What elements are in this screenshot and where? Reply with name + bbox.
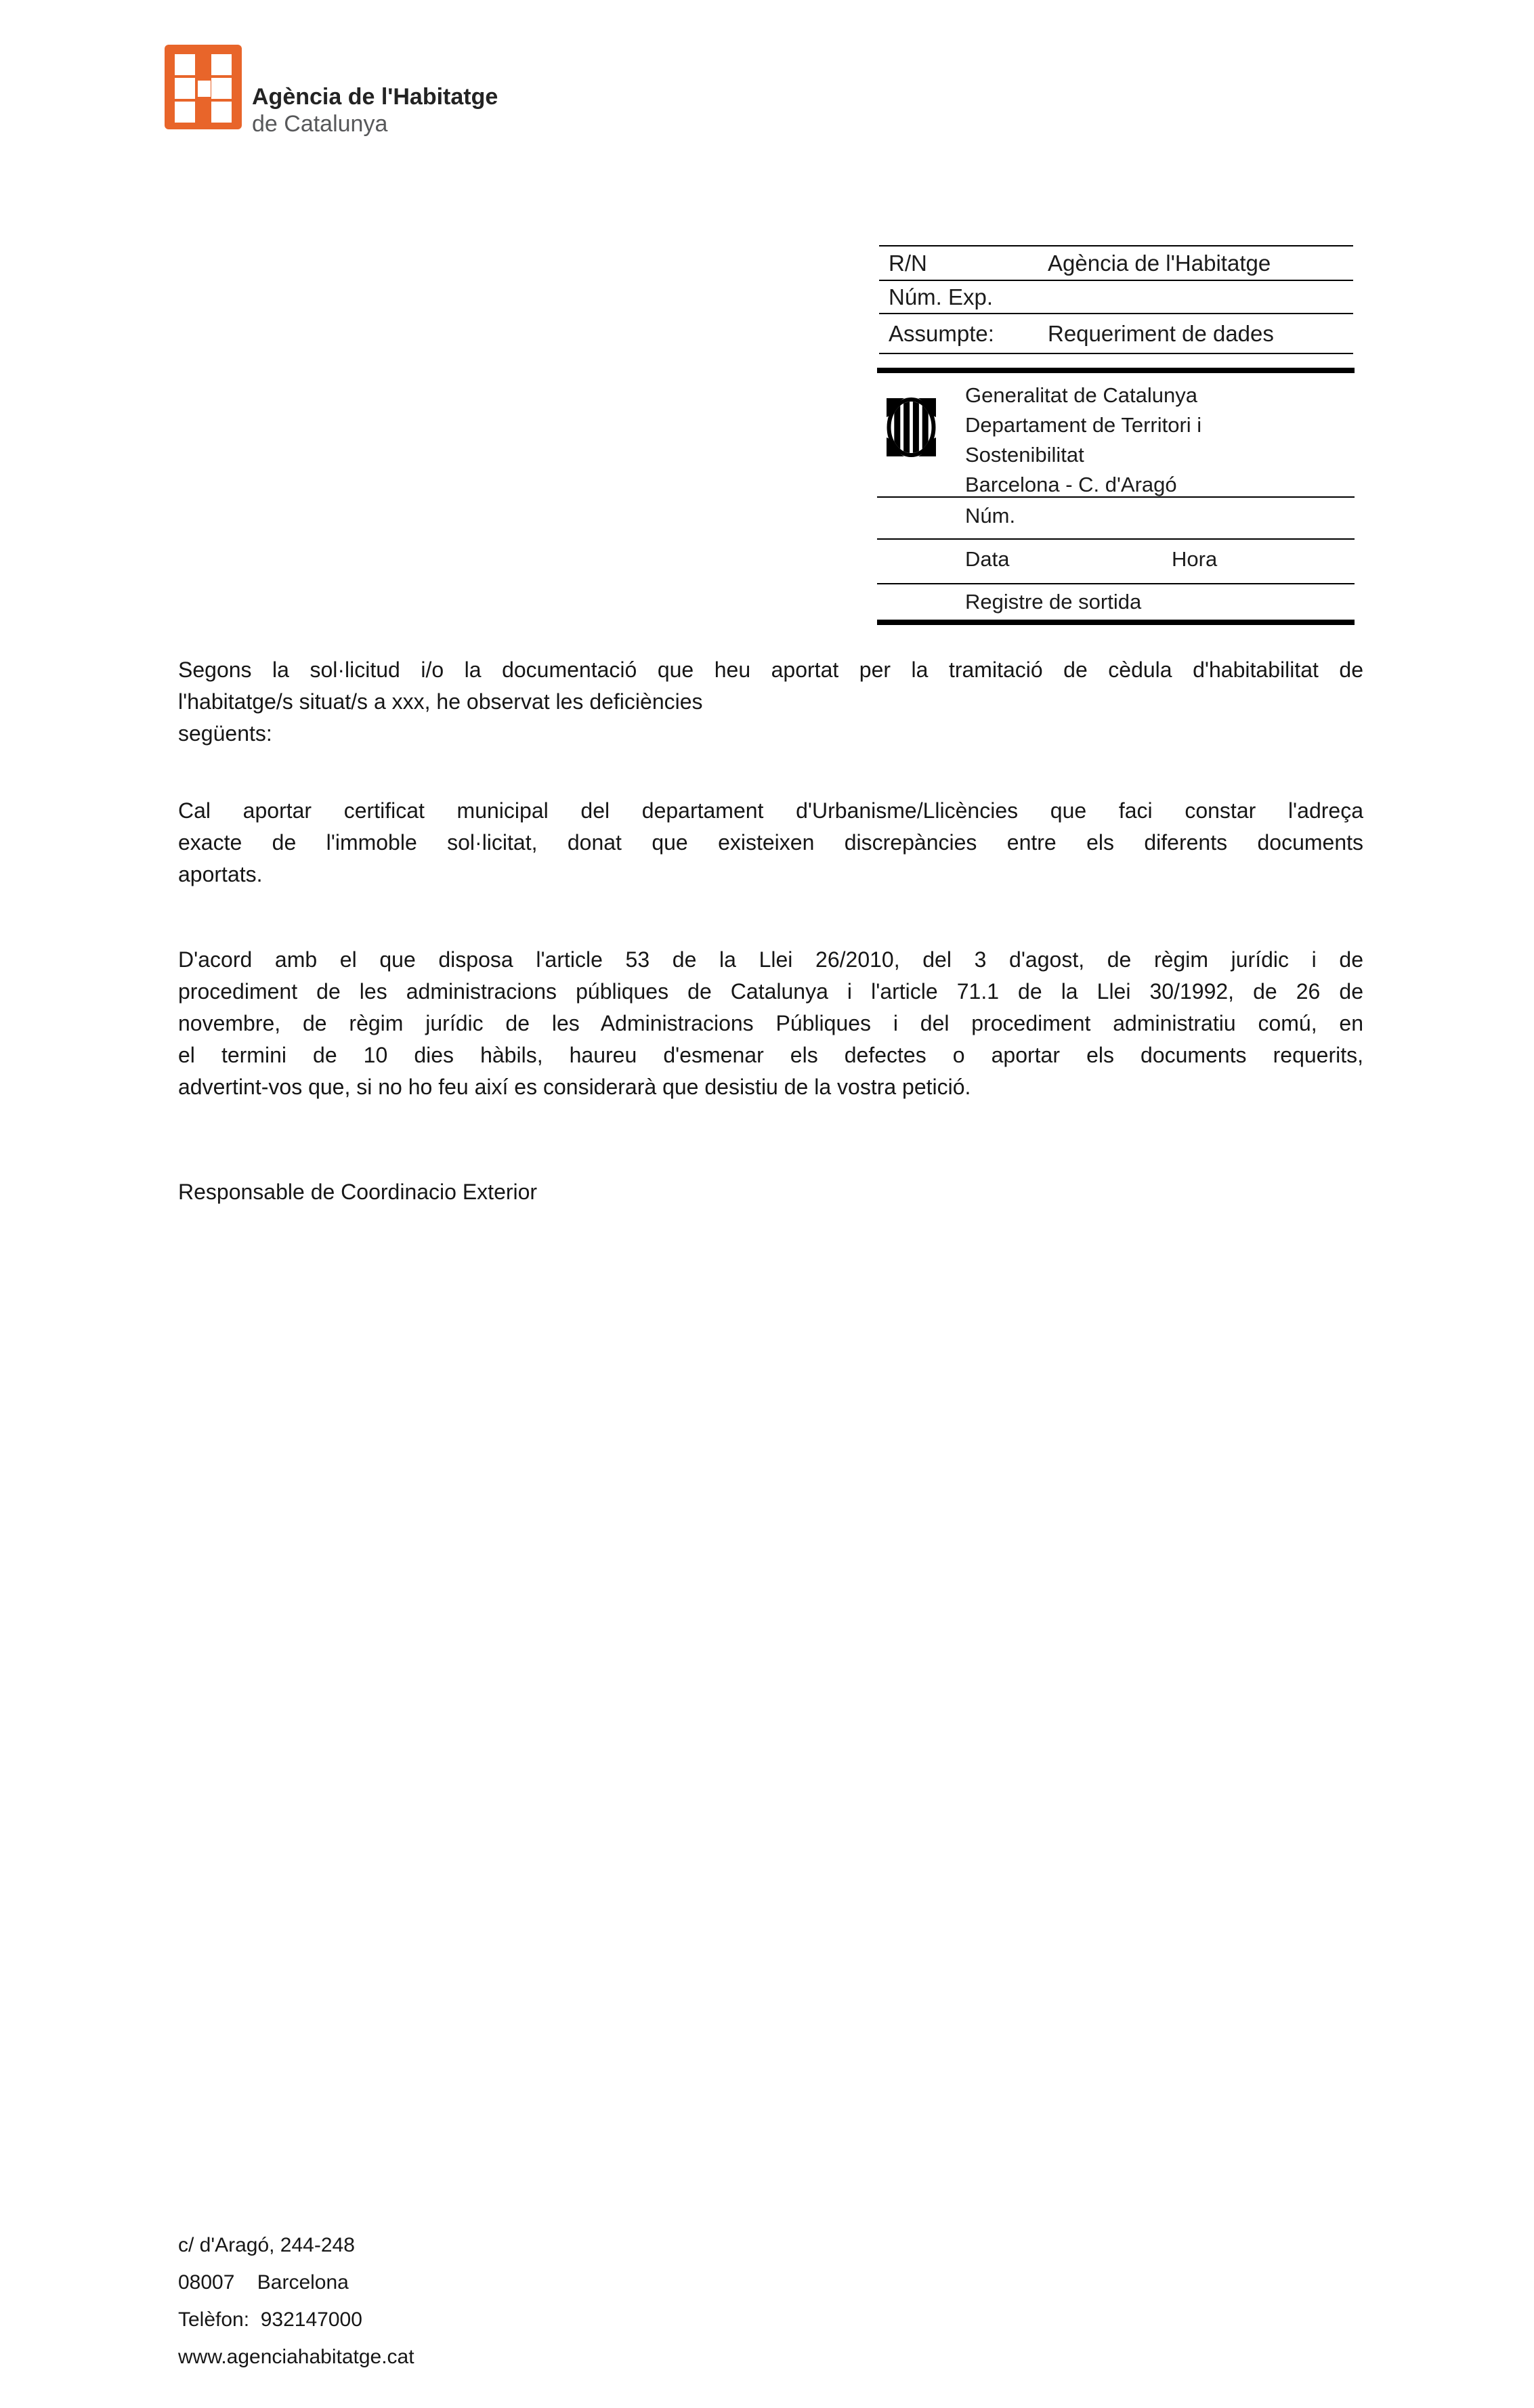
stamp-date-label: Data xyxy=(965,547,1010,571)
paragraph-line: el termini de 10 dies hàbils, haureu d'esmenar els defectes o aportar els documents requerits, xyxy=(178,1043,1363,1067)
rn-label: R/N xyxy=(889,250,927,276)
paragraph-line: procediment de les administracions públiques de Catalunya i l'article 71.1 de la Llei 30/1992, de 26 de xyxy=(178,979,1363,1004)
stamp-date-row xyxy=(877,540,1355,584)
agency-building-logo-icon xyxy=(165,45,242,129)
footer-website: www.agenciahabitatge.cat xyxy=(178,2346,414,2368)
paragraph-line: l'habitatge/s situat/s a xxx, he observat les deficiències xyxy=(178,689,703,714)
stamp-number-row xyxy=(877,498,1355,540)
table-row xyxy=(879,314,1353,354)
paragraph-legal xyxy=(178,944,1363,1103)
subject-label: Assumpte: xyxy=(889,320,994,346)
reference-table xyxy=(879,245,1353,354)
exp-number-label: Núm. Exp. xyxy=(889,284,994,309)
footer-phone: Telèfon: 932147000 xyxy=(178,2308,362,2331)
paragraph-line: exacte de l'immoble sol·licitat, donat que existeixen discrepàncies entre els diferents documents xyxy=(178,830,1363,855)
org-line: Generalitat de Catalunya xyxy=(965,383,1197,407)
stamp-org-lines xyxy=(965,381,1201,500)
org-line: Sostenibilitat xyxy=(965,443,1084,467)
table-row xyxy=(879,281,1353,314)
paragraph-line: novembre, de règim jurídic de les Administracions Públiques i del procediment administratiu comú, en xyxy=(178,1011,1363,1035)
paragraph-line: advertint-vos que, si no ho feu així es considerarà que desistiu de la vostra petició. xyxy=(178,1075,971,1099)
paragraph-requirement xyxy=(178,795,1363,890)
paragraph-line: següents: xyxy=(178,721,272,746)
rn-value: Agència de l'Habitatge xyxy=(1048,250,1271,276)
agency-subtitle: de Catalunya xyxy=(252,111,388,137)
stamp-registry-row xyxy=(877,584,1355,620)
paragraph-line: aportats. xyxy=(178,862,263,886)
stamp-location: Barcelona - C. d'Aragó xyxy=(965,473,1177,496)
signature-title: Responsable de Coordinacio Exterior xyxy=(178,1180,538,1204)
paragraph-line: Segons la sol·licitud i/o la documentació que heu aportat per la tramitació de cèdula d'habitabilitat de xyxy=(178,658,1363,682)
stamp-org-row xyxy=(877,373,1355,498)
registry-stamp-box xyxy=(877,368,1355,625)
stamp-number-label: Núm. xyxy=(965,504,1016,528)
footer-address: c/ d'Aragó, 244-248 xyxy=(178,2234,355,2256)
stamp-registry-label: Registre de sortida xyxy=(965,590,1142,614)
paragraph-intro xyxy=(178,654,1363,750)
subject-value: Requeriment de dades xyxy=(1048,320,1274,346)
stamp-time-label: Hora xyxy=(1172,547,1218,571)
paragraph-line: D'acord amb el que disposa l'article 53 de la Llei 26/2010, del 3 d'agost, de règim jurídic i de xyxy=(178,947,1363,972)
agency-name: Agència de l'Habitatge xyxy=(252,84,498,110)
footer-postal-city: 08007 Barcelona xyxy=(178,2271,349,2294)
footer-contact-block xyxy=(178,2227,414,2375)
paragraph-line: Cal aportar certificat municipal del departament d'Urbanisme/Llicències que faci constar l'adreça xyxy=(178,798,1363,823)
generalitat-seal-icon xyxy=(886,397,937,457)
org-line: Departament de Territori i xyxy=(965,413,1202,437)
table-row xyxy=(879,246,1353,281)
